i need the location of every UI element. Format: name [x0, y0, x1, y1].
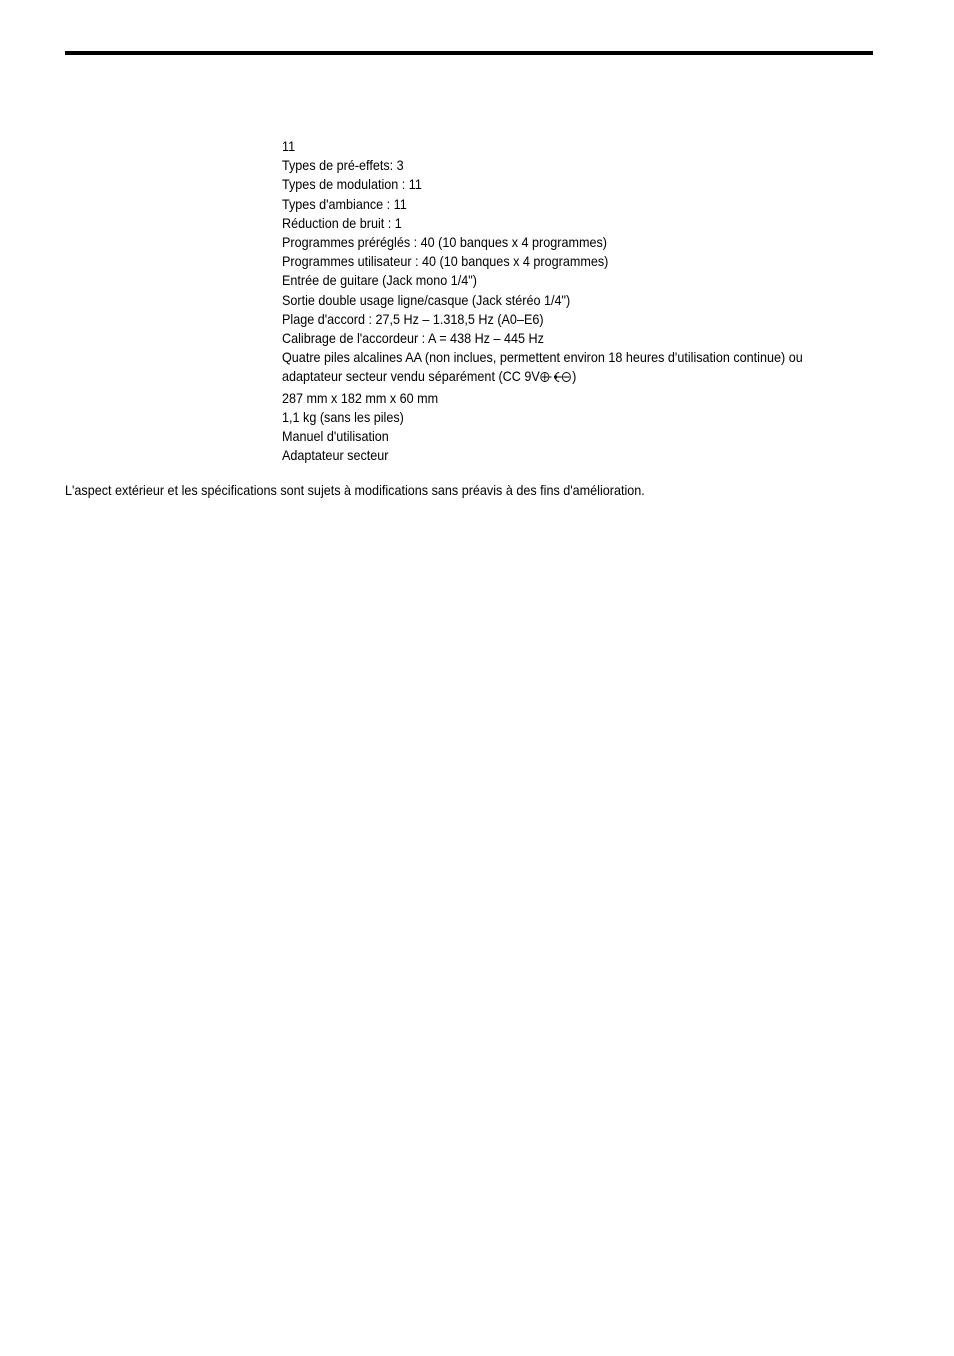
spec-line: Entrée de guitare (Jack mono 1/4"): [282, 272, 477, 289]
dc-polarity-icon: [541, 369, 572, 388]
spec-line: Adaptateur secteur: [282, 447, 389, 464]
spec-line: Programmes préréglés : 40 (10 banques x 4 programmes): [282, 234, 607, 251]
spec-line: Plage d'accord : 27,5 Hz – 1.318,5 Hz (A0–E6): [282, 310, 544, 327]
spec-line: Calibrage de l'accordeur : A = 438 Hz – 445 Hz: [282, 330, 544, 347]
power-text: adaptateur secteur vendu séparément (CC 9V: [282, 368, 540, 385]
spec-line: Types de modulation : 11: [282, 176, 422, 193]
spec-line: Manuel d'utilisation: [282, 428, 389, 445]
power-text-end: ): [572, 368, 577, 385]
spec-line-power: [282, 367, 813, 388]
spec-line: Programmes utilisateur : 40 (10 banques x 4 programmes): [282, 253, 609, 270]
spec-list: [282, 137, 872, 465]
spec-line: Sortie double usage ligne/casque (Jack stéréo 1/4"): [282, 291, 571, 308]
spec-line: 1,1 kg (sans les piles): [282, 408, 404, 425]
spec-line: 287 mm x 182 mm x 60 mm: [282, 389, 439, 406]
spec-line: Types de pré-effets: 3: [282, 157, 404, 174]
footnote: L'aspect extérieur et les spécifications sont sujets à modifications sans préavis à des fins d'amélioration.: [65, 482, 645, 498]
top-rule: [65, 51, 873, 55]
spec-line: Quatre piles alcalines AA (non inclues, permettent environ 18 heures d'utilisation continue) ou: [282, 349, 803, 366]
spec-line: Réduction de bruit : 1: [282, 214, 402, 231]
spec-line: 11: [282, 138, 296, 154]
spec-line: Types d'ambiance : 11: [282, 195, 407, 212]
